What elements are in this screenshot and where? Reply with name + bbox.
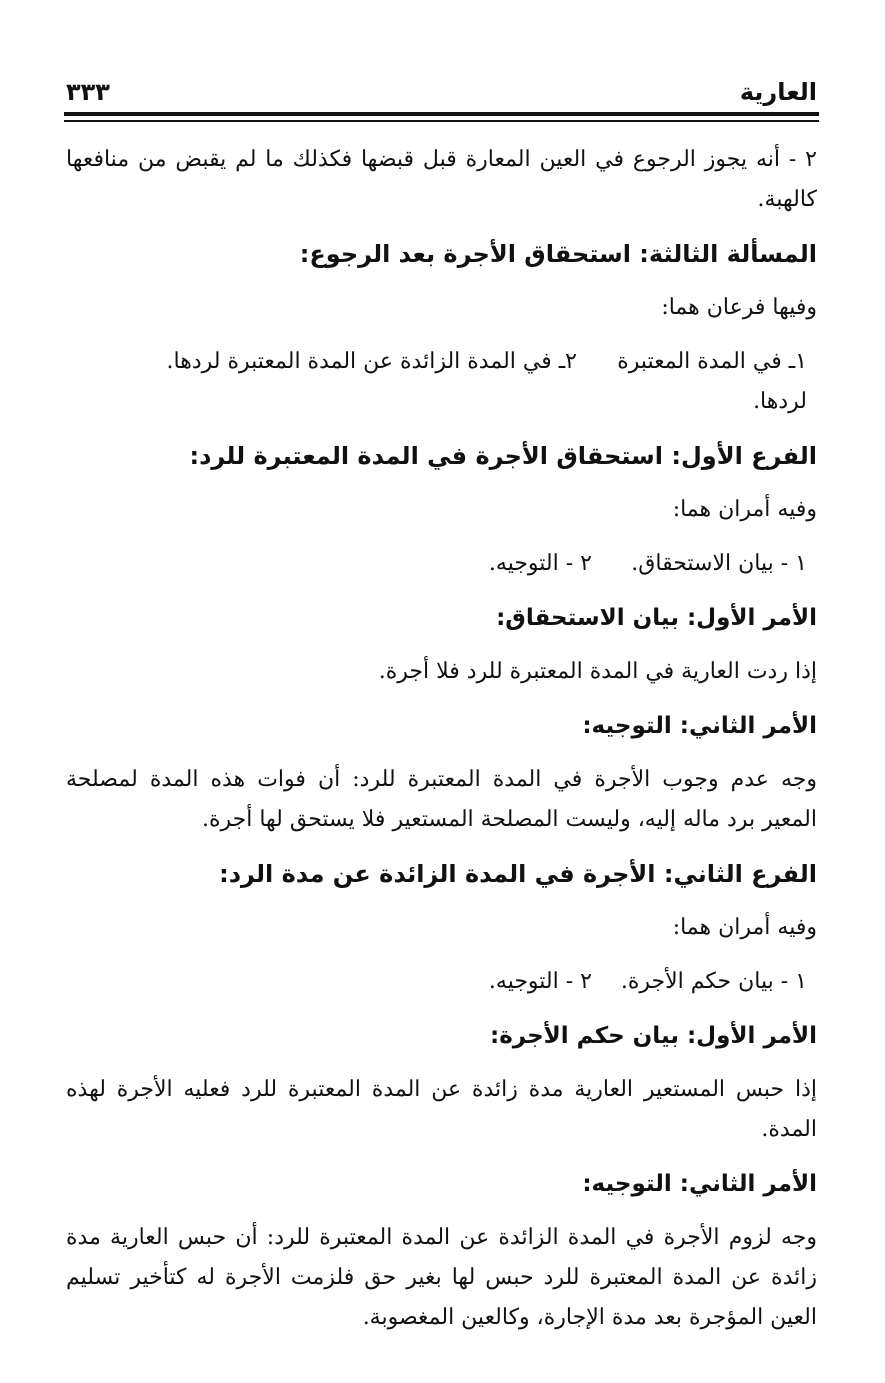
paragraph: وفيه أمران هما:	[672, 915, 817, 940]
paragraph: إذا ردت العارية في المدة المعتبرة للرد فلا أجرة.	[378, 659, 817, 684]
item-heading: الأمر الأول: بيان الاستحقاق:	[496, 605, 817, 631]
list-item: ٢ـ في المدة الزائدة عن المدة المعتبرة لردها.	[166, 349, 577, 374]
item-heading: الأمر الثاني: التوجيه:	[582, 1171, 817, 1197]
list-item: ١ - بيان حكم الأجرة.	[620, 969, 807, 994]
running-header	[66, 66, 817, 106]
subsection-heading: الفرع الثاني: الأجرة في المدة الزائدة عن مدة الرد:	[219, 860, 817, 888]
section-heading: المسألة الثالثة: استحقاق الأجرة بعد الرجوع:	[299, 240, 817, 268]
header-rule-thin	[64, 120, 819, 122]
list-row	[66, 962, 817, 1002]
list-row	[66, 342, 817, 422]
subsection-heading: الفرع الأول: استحقاق الأجرة في المدة المعتبرة للرد:	[189, 442, 817, 470]
list-item: ١ - بيان الاستحقاق.	[631, 551, 807, 576]
paragraph: وفيها فرعان هما:	[661, 295, 817, 320]
list-row	[66, 544, 817, 584]
paragraph: وجه عدم وجوب الأجرة في المدة المعتبرة للرد: أن فوات هذه المدة لمصلحة المعير برد ماله إليه، وليست المصلحة المستعير فلا يستحق لها أجرة.	[66, 767, 817, 832]
header-rule-thick	[64, 112, 819, 116]
page-number: ٣٣٣	[66, 78, 110, 106]
list-item: ٢ - التوجيه.	[488, 969, 592, 994]
paragraph: إذا حبس المستعير العارية مدة زائدة عن المدة المعتبرة للرد فعليه الأجرة لهذه المدة.	[66, 1077, 817, 1142]
item-heading: الأمر الأول: بيان حكم الأجرة:	[490, 1023, 817, 1049]
list-item: ١ـ في المدة المعتبرة لردها.	[617, 349, 807, 414]
paragraph: وجه لزوم الأجرة في المدة الزائدة عن المدة المعتبرة للرد: أن حبس العارية مدة زائدة عن المدة المعتبرة للرد حبس لها بغير حق فلزمت الأجرة له كتأخير تسليم العين المؤجرة بعد مدة الإجارة، وكالعين المغصوبة.	[66, 1225, 817, 1330]
list-item: ٢ - التوجيه.	[488, 551, 592, 576]
chapter-title: العارية	[739, 78, 817, 106]
page-body	[66, 140, 817, 1352]
paragraph: ٢ - أنه يجوز الرجوع في العين المعارة قبل قبضها فكذلك ما لم يقبض من منافعها كالهبة.	[66, 147, 817, 212]
item-heading: الأمر الثاني: التوجيه:	[582, 713, 817, 739]
paragraph: وفيه أمران هما:	[672, 497, 817, 522]
